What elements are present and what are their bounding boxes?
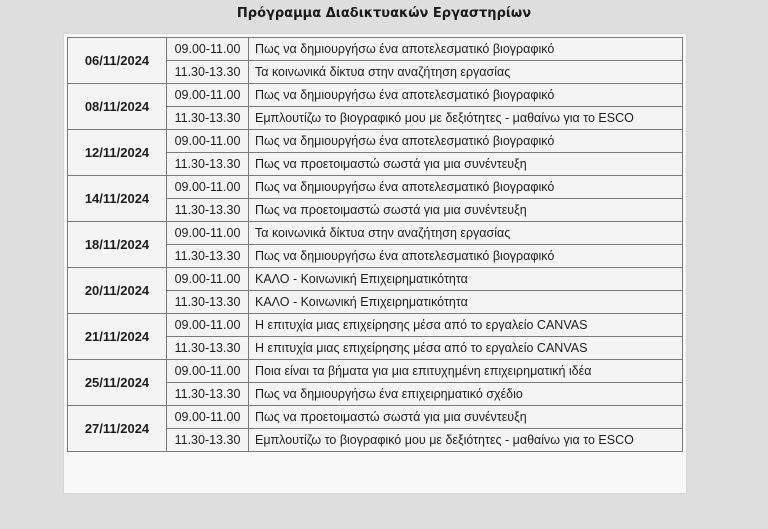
session-time: 09.00-11.00	[167, 130, 249, 153]
session-time: 11.30-13.30	[167, 245, 249, 268]
session-topic: Ποια είναι τα βήματα για μια επιτυχημένη επιχειρηματική ιδέα	[249, 360, 683, 383]
session-time: 11.30-13.30	[167, 291, 249, 314]
session-time: 11.30-13.30	[167, 61, 249, 84]
session-topic: Πως να δημιουργήσω ένα επιχειρηματικό σχέδιο	[249, 383, 683, 406]
session-topic: Πως να δημιουργήσω ένα αποτελεσματικό βιογραφικό	[249, 130, 683, 153]
table-row	[68, 176, 683, 199]
session-topic: ΚΑΛΟ - Κοινωνική Επιχειρηματικότητα	[249, 291, 683, 314]
session-time: 11.30-13.30	[167, 337, 249, 360]
session-topic: Πως να προετοιμαστώ σωστά για μια συνέντευξη	[249, 406, 683, 429]
session-topic: Η επιτυχία μιας επιχείρησης μέσα από το εργαλείο CANVAS	[249, 337, 683, 360]
workshop-date: 12/11/2024	[68, 130, 167, 176]
session-topic: Εμπλουτίζω το βιογραφικό μου με δεξιότητες - μαθαίνω για το ESCO	[249, 429, 683, 452]
workshop-date: 25/11/2024	[68, 360, 167, 406]
session-topic: Πως να προετοιμαστώ σωστά για μια συνέντευξη	[249, 199, 683, 222]
session-time: 09.00-11.00	[167, 222, 249, 245]
workshop-date: 21/11/2024	[68, 314, 167, 360]
table-row	[68, 130, 683, 153]
session-time: 09.00-11.00	[167, 84, 249, 107]
table-row	[68, 360, 683, 383]
table-row	[68, 314, 683, 337]
session-time: 09.00-11.00	[167, 360, 249, 383]
table-row	[68, 268, 683, 291]
session-time: 11.30-13.30	[167, 383, 249, 406]
workshop-date: 08/11/2024	[68, 84, 167, 130]
table-row	[68, 222, 683, 245]
session-time: 09.00-11.00	[167, 176, 249, 199]
page-title: Πρόγραμμα Διαδικτυακών Εργαστηρίων	[236, 6, 532, 21]
session-time: 09.00-11.00	[167, 268, 249, 291]
session-topic: Πως να δημιουργήσω ένα αποτελεσματικό βιογραφικό	[249, 84, 683, 107]
session-time: 11.30-13.30	[167, 199, 249, 222]
session-topic: Πως να δημιουργήσω ένα αποτελεσματικό βιογραφικό	[249, 176, 683, 199]
table-row	[68, 406, 683, 429]
workshop-date: 27/11/2024	[68, 406, 167, 452]
session-time: 11.30-13.30	[167, 429, 249, 452]
session-time: 09.00-11.00	[167, 314, 249, 337]
session-time: 09.00-11.00	[167, 38, 249, 61]
session-topic: Πως να προετοιμαστώ σωστά για μια συνέντευξη	[249, 153, 683, 176]
table-row	[68, 84, 683, 107]
session-topic: Πως να δημιουργήσω ένα αποτελεσματικό βιογραφικό	[249, 38, 683, 61]
session-time: 11.30-13.30	[167, 153, 249, 176]
session-topic: Πως να δημιουργήσω ένα αποτελεσματικό βιογραφικό	[249, 245, 683, 268]
workshop-date: 20/11/2024	[68, 268, 167, 314]
session-topic: Τα κοινωνικά δίκτυα στην αναζήτηση εργασίας	[249, 222, 683, 245]
table-row	[68, 38, 683, 61]
workshop-date: 14/11/2024	[68, 176, 167, 222]
session-topic: Εμπλουτίζω το βιογραφικό μου με δεξιότητες - μαθαίνω για το ESCO	[249, 107, 683, 130]
session-topic: Η επιτυχία μιας επιχείρησης μέσα από το εργαλείο CANVAS	[249, 314, 683, 337]
workshop-date: 06/11/2024	[68, 38, 167, 84]
workshop-date: 18/11/2024	[68, 222, 167, 268]
session-topic: ΚΑΛΟ - Κοινωνική Επιχειρηματικότητα	[249, 268, 683, 291]
workshop-schedule-table	[67, 37, 683, 452]
session-time: 09.00-11.00	[167, 406, 249, 429]
session-topic: Τα κοινωνικά δίκτυα στην αναζήτηση εργασίας	[249, 61, 683, 84]
session-time: 11.30-13.30	[167, 107, 249, 130]
